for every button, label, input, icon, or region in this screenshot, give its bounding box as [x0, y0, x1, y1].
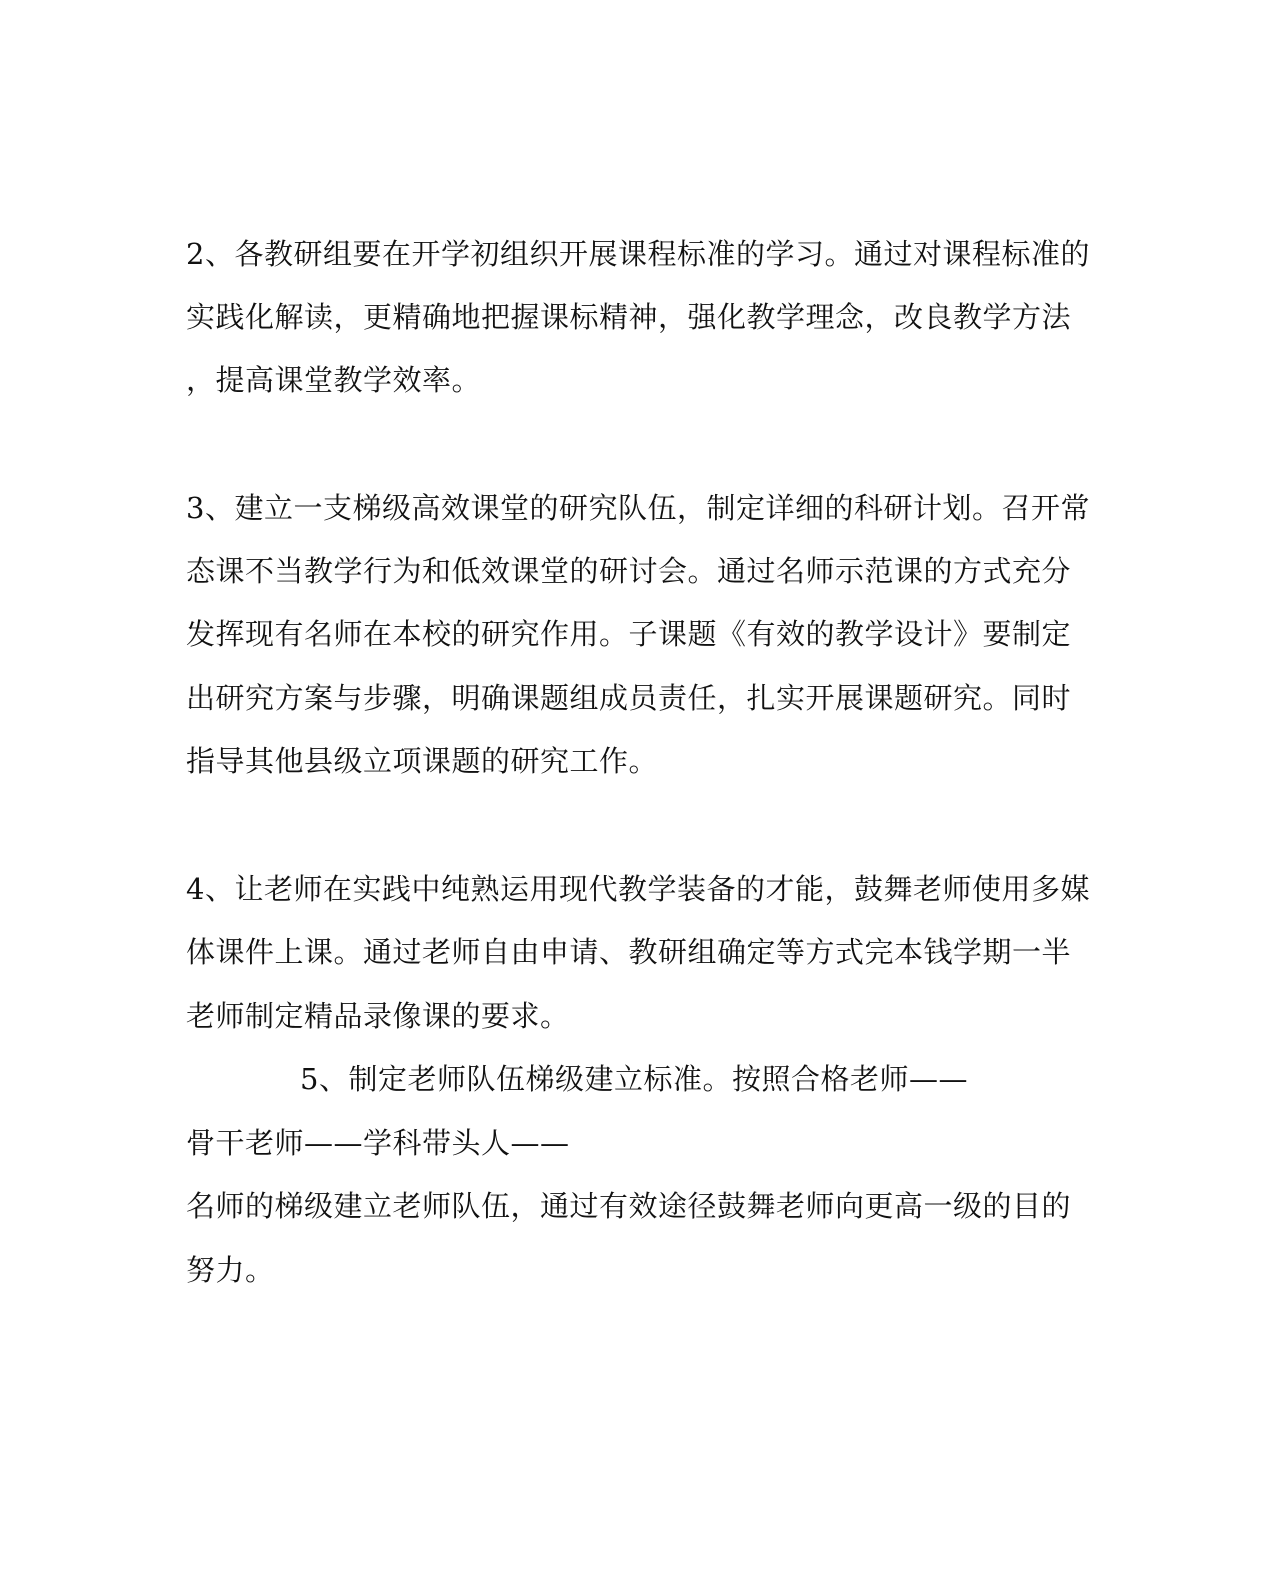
paragraph-2-line-3: ，提高课堂教学效率。: [186, 363, 482, 397]
paragraph-4-line-1: 4、让老师在实践中纯熟运用现代教学装备的才能，鼓舞老师使用多媒: [186, 872, 1090, 906]
paragraph-2-line-2: 实践化解读，更精确地把握课标精神，强化教学理念，改良教学方法: [186, 300, 1072, 334]
paragraph-3-line-1: 3、建立一支梯级高效课堂的研究队伍，制定详细的科研计划。召开常: [186, 491, 1090, 525]
paragraph-4-line-2: 体课件上课。通过老师自由申请、教研组确定等方式完本钱学期一半: [186, 935, 1072, 969]
paragraph-3-line-5: 指导其他县级立项课题的研究工作。: [186, 744, 659, 778]
paragraph-2-line-1: 2、各教研组要在开学初组织开展课程标准的学习。通过对课程标准的: [186, 237, 1090, 271]
paragraph-5-line-4: 努力。: [186, 1253, 275, 1287]
paragraph-5-line-1: 5、制定老师队伍梯级建立标准。按照合格老师——: [300, 1062, 968, 1096]
paragraph-3-line-4: 出研究方案与步骤，明确课题组成员责任，扎实开展课题研究。同时: [186, 681, 1072, 715]
paragraph-3-line-3: 发挥现有名师在本校的研究作用。子课题《有效的教学设计》要制定: [186, 617, 1072, 651]
paragraph-5-line-2: 骨干老师——学科带头人——: [186, 1126, 570, 1160]
paragraph-5-line-3: 名师的梯级建立老师队伍，通过有效途径鼓舞老师向更高一级的目的: [186, 1189, 1072, 1223]
paragraph-4-line-3: 老师制定精品录像课的要求。: [186, 999, 570, 1033]
paragraph-3-line-2: 态课不当教学行为和低效课堂的研讨会。通过名师示范课的方式充分: [186, 554, 1072, 588]
